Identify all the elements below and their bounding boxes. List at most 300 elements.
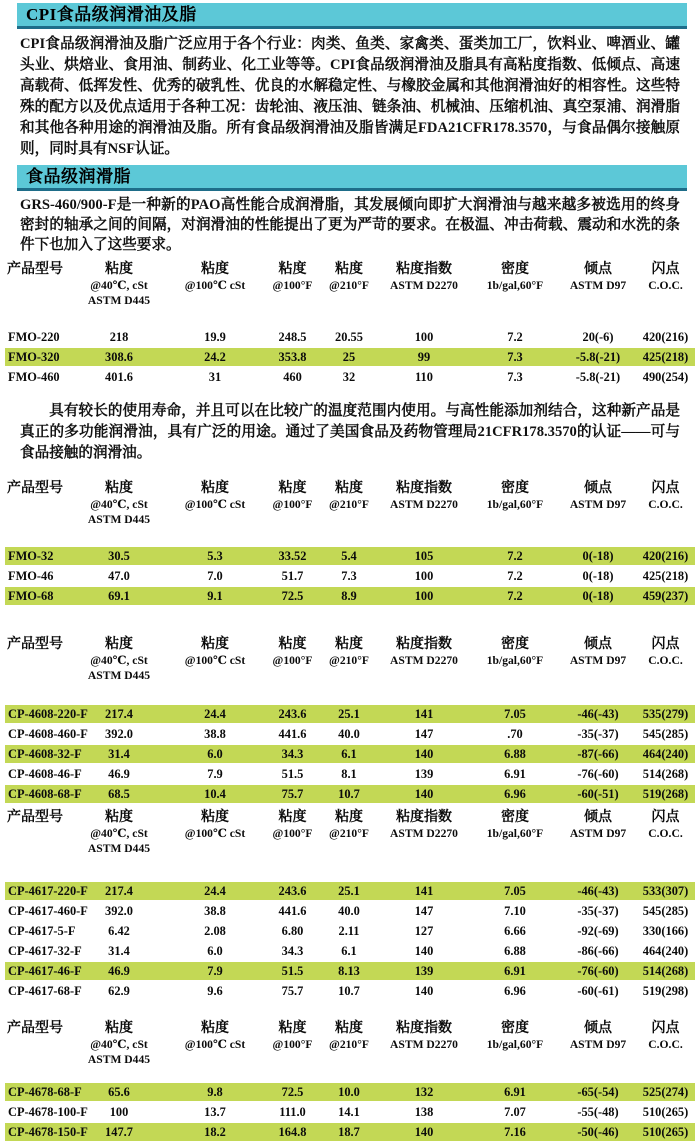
viscosity-210f-value: 8.13 bbox=[338, 964, 360, 978]
table-header bbox=[5, 261, 695, 308]
col-subheader-100f: @100°F bbox=[272, 498, 313, 511]
viscosity-index-value: 140 bbox=[414, 1125, 434, 1139]
density-value: 6.88 bbox=[504, 747, 526, 761]
col-header-viscosity: 粘度 bbox=[105, 481, 133, 496]
density-value: 7.10 bbox=[504, 904, 526, 918]
flash-point-value: 420(216) bbox=[642, 549, 689, 563]
product-model: CP-4617-32-F bbox=[8, 944, 82, 958]
viscosity-210f-value: 20.55 bbox=[335, 330, 363, 344]
header-viscosity-210f bbox=[320, 261, 378, 308]
col-header-density: 密度 bbox=[501, 481, 529, 496]
col-subheader-astm-d2270: ASTM D2270 bbox=[390, 827, 458, 840]
col-subheader-100c: @100℃ cSt bbox=[184, 498, 246, 511]
viscosity-100f-value: 51.5 bbox=[281, 964, 304, 978]
col-header-viscosity: 粘度 bbox=[201, 481, 229, 496]
col-header-pour-point: 倾点 bbox=[584, 481, 612, 496]
viscosity-40c-value: 47.0 bbox=[108, 569, 130, 583]
col-header-viscosity: 粘度 bbox=[335, 810, 363, 825]
viscosity-210f-value: 2.11 bbox=[338, 924, 360, 938]
viscosity-100f-value: 51.5 bbox=[281, 767, 304, 781]
col-header-flash-point: 闪点 bbox=[651, 481, 680, 496]
viscosity-100c-value: 10.4 bbox=[204, 787, 226, 801]
col-subheader-astm-d445: ASTM D445 bbox=[87, 513, 151, 526]
viscosity-40c-value: 69.1 bbox=[108, 589, 130, 603]
header-viscosity-index bbox=[378, 480, 470, 527]
col-subheader-210f: @210°F bbox=[329, 654, 369, 667]
col-subheader-astm-d445: ASTM D445 bbox=[87, 294, 151, 307]
col-subheader-40c: @40℃, cSt bbox=[90, 827, 148, 840]
col-header-viscosity: 粘度 bbox=[278, 810, 307, 825]
header-viscosity-100f bbox=[265, 809, 320, 856]
viscosity-100c-value: 38.8 bbox=[204, 727, 226, 741]
col-header-viscosity: 粘度 bbox=[335, 262, 363, 277]
col-subheader-coc: C.O.C. bbox=[648, 279, 683, 292]
col-header-density: 密度 bbox=[501, 637, 529, 652]
col-header-density: 密度 bbox=[501, 1021, 529, 1036]
viscosity-100c-value: 6.0 bbox=[207, 747, 223, 761]
col-header-viscosity: 粘度 bbox=[105, 637, 133, 652]
col-subheader-100c: @100℃ cSt bbox=[184, 827, 246, 840]
pour-point-value: -86(-66) bbox=[577, 944, 619, 958]
viscosity-210f-value: 6.1 bbox=[341, 944, 357, 958]
header-viscosity-index bbox=[378, 1020, 470, 1067]
col-subheader-coc: C.O.C. bbox=[648, 1038, 683, 1051]
density-value: 7.16 bbox=[504, 1125, 526, 1139]
flash-point-value: 514(268) bbox=[642, 964, 689, 978]
header-viscosity-40c bbox=[73, 480, 165, 527]
density-value: 7.05 bbox=[504, 884, 526, 898]
col-subheader-40c: @40℃, cSt bbox=[90, 1038, 148, 1051]
col-header-viscosity: 粘度 bbox=[105, 810, 133, 825]
product-model: CP-4608-46-F bbox=[8, 767, 82, 781]
viscosity-210f-value: 25 bbox=[342, 350, 356, 364]
table-row bbox=[5, 962, 695, 980]
viscosity-40c-value: 30.5 bbox=[108, 549, 130, 563]
product-model: FMO-46 bbox=[8, 569, 54, 583]
product-model: CP-4608-32-F bbox=[8, 747, 82, 761]
table-row bbox=[5, 785, 695, 803]
header-product bbox=[5, 636, 73, 683]
viscosity-100c-value: 9.6 bbox=[207, 984, 223, 998]
viscosity-100c-value: 7.9 bbox=[207, 964, 223, 978]
flash-point-value: 459(237) bbox=[642, 589, 689, 603]
col-subheader-210f: @210°F bbox=[329, 498, 369, 511]
section-title: 食品级润滑脂 bbox=[26, 167, 131, 186]
header-density bbox=[470, 1020, 560, 1067]
viscosity-40c-value: 218 bbox=[109, 330, 129, 344]
col-subheader-210f: @210°F bbox=[329, 1038, 369, 1051]
header-viscosity-100c bbox=[165, 261, 265, 308]
viscosity-100f-value: 353.8 bbox=[278, 350, 307, 364]
product-model: FMO-220 bbox=[8, 330, 60, 344]
table-body bbox=[5, 547, 695, 605]
header-viscosity-210f bbox=[320, 636, 378, 683]
viscosity-100c-value: 6.0 bbox=[207, 944, 223, 958]
col-header-flash-point: 闪点 bbox=[651, 810, 680, 825]
viscosity-index-value: 140 bbox=[414, 787, 434, 801]
viscosity-index-value: 110 bbox=[415, 370, 433, 384]
viscosity-40c-value: 31.4 bbox=[108, 944, 130, 958]
viscosity-100f-value: 72.5 bbox=[281, 589, 304, 603]
product-model: CP-4608-460-F bbox=[8, 727, 88, 741]
header-pour-point bbox=[560, 636, 636, 683]
viscosity-40c-value: 65.6 bbox=[108, 1085, 130, 1099]
flash-point-value: 514(268) bbox=[642, 767, 689, 781]
density-value: 7.2 bbox=[507, 330, 523, 344]
header-density bbox=[470, 261, 560, 308]
col-subheader-astm-d97: ASTM D97 bbox=[569, 498, 627, 511]
header-flash-point bbox=[636, 809, 695, 856]
table-body bbox=[5, 1083, 695, 1141]
header-viscosity-100c bbox=[165, 809, 265, 856]
header-viscosity-210f bbox=[320, 1020, 378, 1067]
header-flash-point bbox=[636, 1020, 695, 1067]
viscosity-index-value: 105 bbox=[414, 549, 434, 563]
viscosity-40c-value: 100 bbox=[109, 1105, 129, 1119]
col-header-viscosity: 粘度 bbox=[105, 1021, 133, 1036]
viscosity-210f-value: 5.4 bbox=[341, 549, 357, 563]
pour-point-value: -5.8(-21) bbox=[575, 350, 621, 364]
viscosity-100f-value: 75.7 bbox=[281, 787, 304, 801]
viscosity-index-value: 139 bbox=[414, 767, 434, 781]
table-row bbox=[5, 1103, 695, 1121]
pour-point-value: -76(-60) bbox=[577, 767, 619, 781]
table-body bbox=[5, 882, 695, 1000]
col-subheader-100f: @100°F bbox=[272, 654, 313, 667]
col-subheader-lb-gal: 1b/gal,60°F bbox=[486, 1038, 544, 1051]
col-header-viscosity: 粘度 bbox=[335, 637, 363, 652]
header-viscosity-40c bbox=[73, 636, 165, 683]
viscosity-100f-value: 441.6 bbox=[278, 727, 307, 741]
viscosity-100c-value: 38.8 bbox=[204, 904, 226, 918]
grease-paragraph: GRS-460/900-F是一种新的PAO高性能合成润滑脂，其发展倾向即扩大润滑油与越来越多被选用的终身密封的轴承之间的间隔，对润滑油的性能提出了更为严苛的要求。在极温、冲击荷载、震动和水洗的条件下也加入了这些要求。 bbox=[20, 197, 680, 253]
col-subheader-astm-d445: ASTM D445 bbox=[87, 1053, 151, 1066]
col-header-pour-point: 倾点 bbox=[584, 1021, 612, 1036]
spec-table-cp4678 bbox=[5, 1020, 695, 1141]
viscosity-100c-value: 31 bbox=[208, 370, 222, 384]
pour-point-value: -50(-46) bbox=[577, 1125, 619, 1139]
viscosity-index-value: 100 bbox=[414, 589, 434, 603]
viscosity-100c-value: 18.2 bbox=[204, 1125, 226, 1139]
col-header-pour-point: 倾点 bbox=[584, 637, 612, 652]
col-header-flash-point: 闪点 bbox=[651, 1021, 680, 1036]
header-viscosity-40c bbox=[73, 261, 165, 308]
table-row bbox=[5, 982, 695, 1000]
col-header-viscosity: 粘度 bbox=[201, 262, 229, 277]
header-viscosity-index bbox=[378, 261, 470, 308]
col-subheader-100c: @100℃ cSt bbox=[184, 1038, 246, 1051]
table-row bbox=[5, 1123, 695, 1141]
header-viscosity-100f bbox=[265, 261, 320, 308]
product-model: CP-4608-68-F bbox=[8, 787, 82, 801]
col-subheader-astm-d445: ASTM D445 bbox=[87, 669, 151, 682]
col-header-viscosity: 粘度 bbox=[201, 810, 229, 825]
table-header bbox=[5, 1020, 695, 1067]
spec-table-fmo-heavy bbox=[5, 261, 695, 386]
density-value: 6.96 bbox=[504, 787, 526, 801]
viscosity-40c-value: 31.4 bbox=[108, 747, 130, 761]
density-value: 6.88 bbox=[504, 944, 526, 958]
density-value: 7.07 bbox=[504, 1105, 526, 1119]
header-viscosity-index bbox=[378, 636, 470, 683]
col-header-viscosity: 粘度 bbox=[201, 637, 229, 652]
col-subheader-40c: @40℃, cSt bbox=[90, 279, 148, 292]
flash-point-value: 545(285) bbox=[642, 727, 689, 741]
viscosity-index-value: 100 bbox=[414, 569, 434, 583]
viscosity-100f-value: 243.6 bbox=[278, 884, 307, 898]
viscosity-210f-value: 14.1 bbox=[338, 1105, 360, 1119]
header-viscosity-100f bbox=[265, 480, 320, 527]
viscosity-40c-value: 62.9 bbox=[108, 984, 130, 998]
header-flash-point bbox=[636, 480, 695, 527]
col-header-product: 产品型号 bbox=[7, 1021, 63, 1036]
pour-point-value: -87(-66) bbox=[577, 747, 619, 761]
header-viscosity-100c bbox=[165, 1020, 265, 1067]
intro-paragraph: CPI食品级润滑油及脂广泛应用于各个行业：肉类、鱼类、家禽类、蛋类加工厂，饮料业、啤酒业、罐头业、烘焙业、食用油、制药业、化工业等等。CPI食品级润滑油及脂具有高粘度指数、低倾点、高速高载荷、低挥发性、优秀的破乳性、优良的水解稳定性、与橡胶金属和其他润滑油好的相容性。这些特殊的配方以及优点适用于各种工况：齿轮油、液压油、链条油、机械油、压缩机油、真空泵浦、润滑脂和其他各种用途的润滑油及脂。所有食品级润滑油及脂皆满足FDA21CFR178.3570，与食品偶尔接触原则，同时具有NSF认证。 bbox=[20, 36, 680, 157]
table-header bbox=[5, 636, 695, 683]
col-header-viscosity: 粘度 bbox=[278, 481, 307, 496]
flash-point-value: 510(265) bbox=[642, 1125, 689, 1139]
viscosity-40c-value: 6.42 bbox=[108, 924, 130, 938]
header-product bbox=[5, 261, 73, 308]
viscosity-40c-value: 392.0 bbox=[105, 904, 133, 918]
header-pour-point bbox=[560, 480, 636, 527]
col-subheader-lb-gal: 1b/gal,60°F bbox=[486, 279, 544, 292]
product-model: CP-4617-220-F bbox=[8, 884, 88, 898]
pour-point-value: -35(-37) bbox=[577, 727, 619, 741]
viscosity-40c-value: 401.6 bbox=[105, 370, 133, 384]
col-header-viscosity: 粘度 bbox=[278, 637, 307, 652]
flash-point-value: 533(307) bbox=[642, 884, 689, 898]
density-value: 7.3 bbox=[507, 350, 523, 364]
viscosity-index-value: 138 bbox=[414, 1105, 434, 1119]
header-flash-point bbox=[636, 636, 695, 683]
col-subheader-lb-gal: 1b/gal,60°F bbox=[486, 827, 544, 840]
density-value: 6.91 bbox=[504, 1085, 526, 1099]
table-header bbox=[5, 809, 695, 856]
viscosity-40c-value: 217.4 bbox=[105, 707, 133, 721]
product-model: CP-4617-460-F bbox=[8, 904, 88, 918]
pour-point-value: -46(-43) bbox=[577, 707, 619, 721]
viscosity-210f-value: 32 bbox=[342, 370, 356, 384]
section-title: CPI食品级润滑油及脂 bbox=[26, 5, 197, 24]
col-header-product: 产品型号 bbox=[7, 637, 63, 652]
col-header-viscosity: 粘度 bbox=[278, 1021, 307, 1036]
density-value: 7.05 bbox=[504, 707, 526, 721]
pour-point-value: -60(-51) bbox=[577, 787, 619, 801]
viscosity-100c-value: 5.3 bbox=[207, 549, 223, 563]
product-model: CP-4608-220-F bbox=[8, 707, 88, 721]
viscosity-210f-value: 40.0 bbox=[338, 727, 360, 741]
col-header-viscosity: 粘度 bbox=[278, 262, 307, 277]
flash-point-value: 535(279) bbox=[642, 707, 689, 721]
viscosity-100c-value: 7.0 bbox=[207, 569, 223, 583]
viscosity-index-value: 132 bbox=[414, 1085, 434, 1099]
product-model: FMO-32 bbox=[8, 549, 54, 563]
spec-table-fmo-light bbox=[5, 480, 695, 605]
flash-point-value: 464(240) bbox=[642, 944, 689, 958]
table-row bbox=[5, 745, 695, 763]
viscosity-100f-value: 72.5 bbox=[281, 1085, 304, 1099]
viscosity-210f-value: 10.0 bbox=[338, 1085, 360, 1099]
header-viscosity-40c bbox=[73, 809, 165, 856]
viscosity-100f-value: 34.3 bbox=[281, 747, 304, 761]
col-subheader-astm-d2270: ASTM D2270 bbox=[390, 654, 458, 667]
table-row bbox=[5, 902, 695, 920]
viscosity-210f-value: 10.7 bbox=[338, 787, 360, 801]
viscosity-210f-value: 10.7 bbox=[338, 984, 360, 998]
col-subheader-coc: C.O.C. bbox=[648, 827, 683, 840]
density-value: 7.2 bbox=[507, 549, 523, 563]
viscosity-100f-value: 34.3 bbox=[281, 944, 304, 958]
viscosity-100f-value: 460 bbox=[283, 370, 302, 384]
viscosity-210f-value: 18.7 bbox=[338, 1125, 360, 1139]
viscosity-40c-value: 308.6 bbox=[105, 350, 133, 364]
viscosity-index-value: 141 bbox=[414, 884, 434, 898]
col-header-viscosity: 粘度 bbox=[105, 262, 133, 277]
col-subheader-astm-d97: ASTM D97 bbox=[569, 654, 627, 667]
viscosity-index-value: 139 bbox=[414, 964, 434, 978]
col-subheader-astm-d2270: ASTM D2270 bbox=[390, 279, 458, 292]
col-subheader-100f: @100°F bbox=[272, 827, 313, 840]
viscosity-index-value: 100 bbox=[414, 330, 434, 344]
pour-point-value: -5.8(-21) bbox=[575, 370, 621, 384]
viscosity-210f-value: 8.1 bbox=[341, 767, 357, 781]
header-pour-point bbox=[560, 1020, 636, 1067]
viscosity-index-value: 99 bbox=[417, 350, 431, 364]
flash-point-value: 510(265) bbox=[642, 1105, 689, 1119]
flash-point-value: 330(166) bbox=[642, 924, 689, 938]
col-header-viscosity: 粘度 bbox=[335, 481, 363, 496]
section-title-bar-grease bbox=[17, 165, 687, 191]
col-header-pour-point: 倾点 bbox=[584, 810, 612, 825]
section-title-bar-oils bbox=[17, 3, 687, 29]
col-header-viscosity-index: 粘度指数 bbox=[396, 262, 452, 277]
viscosity-100c-value: 2.08 bbox=[204, 924, 226, 938]
product-model: FMO-320 bbox=[8, 350, 60, 364]
flash-point-value: 490(254) bbox=[642, 370, 689, 384]
header-viscosity-100f bbox=[265, 1020, 320, 1067]
table-row bbox=[5, 882, 695, 900]
table-row bbox=[5, 348, 695, 366]
flash-point-value: 545(285) bbox=[642, 904, 689, 918]
density-value: 7.2 bbox=[507, 589, 523, 603]
table-row bbox=[5, 368, 695, 386]
density-value: 6.66 bbox=[504, 924, 526, 938]
col-subheader-100f: @100°F bbox=[272, 279, 313, 292]
product-model: CP-4617-68-F bbox=[8, 984, 82, 998]
viscosity-100f-value: 75.7 bbox=[281, 984, 304, 998]
col-header-pour-point: 倾点 bbox=[584, 262, 612, 277]
density-value: 7.2 bbox=[507, 569, 523, 583]
pour-point-value: -65(-54) bbox=[577, 1085, 619, 1099]
table-row bbox=[5, 725, 695, 743]
pour-point-value: -76(-60) bbox=[577, 964, 619, 978]
table-row bbox=[5, 587, 695, 605]
density-value: 6.91 bbox=[504, 964, 526, 978]
flash-point-value: 425(218) bbox=[642, 569, 689, 583]
col-header-viscosity: 粘度 bbox=[335, 1021, 363, 1036]
col-subheader-210f: @210°F bbox=[329, 279, 369, 292]
pour-point-value: 0(-18) bbox=[582, 569, 614, 583]
product-model: FMO-68 bbox=[8, 589, 54, 603]
viscosity-index-value: 127 bbox=[414, 924, 434, 938]
viscosity-210f-value: 40.0 bbox=[338, 904, 360, 918]
table-row bbox=[5, 765, 695, 783]
viscosity-210f-value: 8.9 bbox=[341, 589, 357, 603]
product-model: CP-4678-100-F bbox=[8, 1105, 88, 1119]
pour-point-value: -35(-37) bbox=[577, 904, 619, 918]
col-subheader-astm-d97: ASTM D97 bbox=[569, 279, 627, 292]
col-subheader-astm-d2270: ASTM D2270 bbox=[390, 498, 458, 511]
header-density bbox=[470, 480, 560, 527]
col-subheader-coc: C.O.C. bbox=[648, 498, 683, 511]
table-row bbox=[5, 567, 695, 585]
spec-table-cp4608 bbox=[5, 636, 695, 803]
viscosity-index-value: 147 bbox=[414, 904, 434, 918]
spec-table-cp4617 bbox=[5, 809, 695, 1000]
viscosity-40c-value: 46.9 bbox=[108, 767, 130, 781]
col-subheader-40c: @40℃, cSt bbox=[90, 654, 148, 667]
viscosity-40c-value: 46.9 bbox=[108, 964, 130, 978]
product-model: CP-4678-68-F bbox=[8, 1085, 82, 1099]
col-subheader-astm-d445: ASTM D445 bbox=[87, 842, 151, 855]
header-pour-point bbox=[560, 809, 636, 856]
col-subheader-100c: @100℃ cSt bbox=[184, 654, 246, 667]
col-subheader-astm-d97: ASTM D97 bbox=[569, 827, 627, 840]
viscosity-100c-value: 13.7 bbox=[204, 1105, 226, 1119]
flash-point-value: 519(298) bbox=[642, 984, 689, 998]
header-product bbox=[5, 1020, 73, 1067]
col-subheader-astm-d97: ASTM D97 bbox=[569, 1038, 627, 1051]
table-row bbox=[5, 1083, 695, 1101]
viscosity-index-value: 140 bbox=[414, 944, 434, 958]
col-header-viscosity: 粘度 bbox=[201, 1021, 229, 1036]
header-viscosity-100c bbox=[165, 636, 265, 683]
viscosity-100c-value: 9.8 bbox=[207, 1085, 223, 1099]
viscosity-40c-value: 217.4 bbox=[105, 884, 133, 898]
header-viscosity-100f bbox=[265, 636, 320, 683]
pour-point-value: -55(-48) bbox=[577, 1105, 619, 1119]
product-model: CP-4617-46-F bbox=[8, 964, 82, 978]
pour-point-value: -46(-43) bbox=[577, 884, 619, 898]
viscosity-100f-value: 33.52 bbox=[278, 549, 307, 563]
viscosity-100f-value: 164.8 bbox=[278, 1125, 307, 1139]
viscosity-40c-value: 147.7 bbox=[105, 1125, 133, 1139]
table-body bbox=[5, 705, 695, 803]
table-row bbox=[5, 547, 695, 565]
pour-point-value: -60(-61) bbox=[577, 984, 619, 998]
density-value: 6.96 bbox=[504, 984, 526, 998]
viscosity-100f-value: 6.80 bbox=[281, 924, 304, 938]
col-subheader-lb-gal: 1b/gal,60°F bbox=[486, 498, 544, 511]
header-product bbox=[5, 809, 73, 856]
col-header-density: 密度 bbox=[501, 262, 529, 277]
table-row bbox=[5, 705, 695, 723]
flash-point-value: 525(274) bbox=[642, 1085, 689, 1099]
viscosity-100c-value: 24.2 bbox=[204, 350, 226, 364]
viscosity-40c-value: 68.5 bbox=[108, 787, 130, 801]
pour-point-value: 0(-18) bbox=[582, 589, 614, 603]
col-header-viscosity-index: 粘度指数 bbox=[396, 810, 452, 825]
flash-point-value: 425(218) bbox=[642, 350, 689, 364]
flash-point-value: 464(240) bbox=[642, 747, 689, 761]
header-viscosity-100c bbox=[165, 480, 265, 527]
viscosity-index-value: 147 bbox=[414, 727, 434, 741]
viscosity-40c-value: 392.0 bbox=[105, 727, 133, 741]
flash-point-value: 420(216) bbox=[642, 330, 689, 344]
col-subheader-coc: C.O.C. bbox=[648, 654, 683, 667]
